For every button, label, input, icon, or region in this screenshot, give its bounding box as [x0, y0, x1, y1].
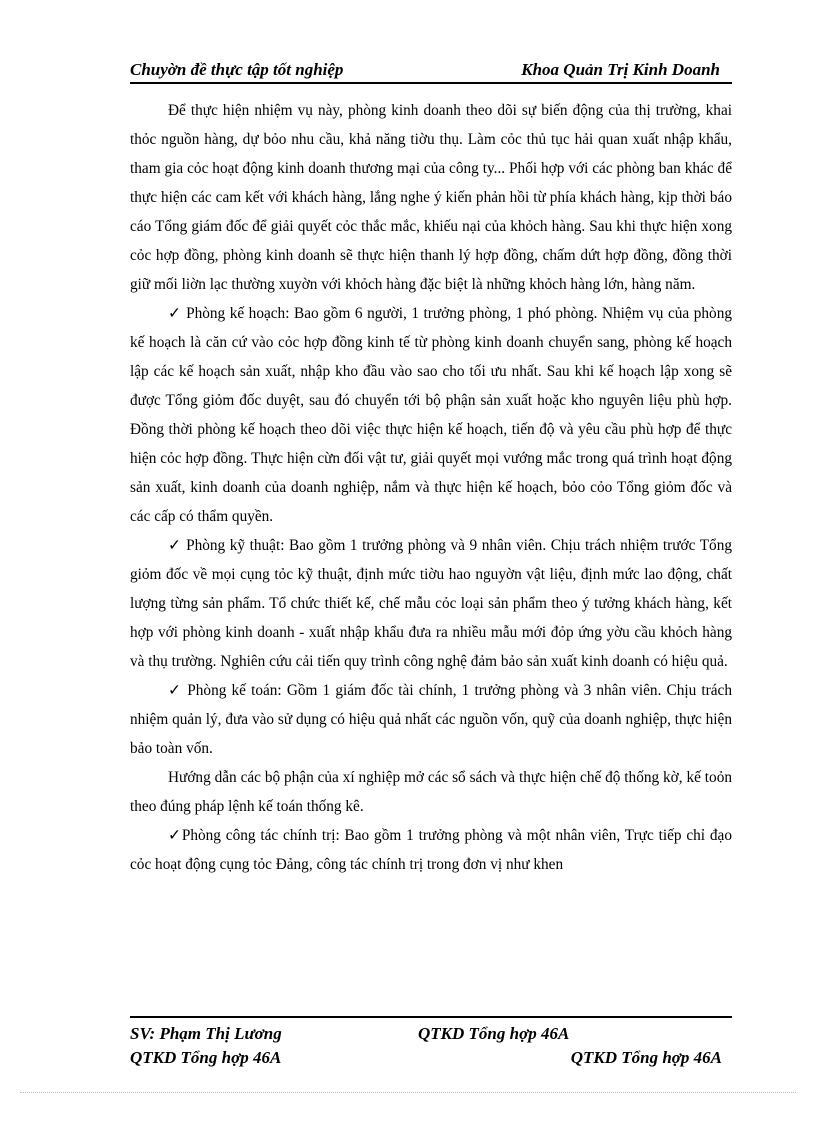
paragraph-political-dept: ✓Phòng công tác chính trị: Bao gồm 1 trưởng phòng và một nhân viên, Trực tiếp chỉ đạo cỏc hoạt động cụng tỏc Đảng, công tác chính trị trong đơn vị như khen — [130, 827, 732, 873]
paragraph-technical-dept: ✓ Phòng kỹ thuật: Bao gồm 1 trưởng phòng và 9 nhân viên. Chịu trách nhiệm trước Tổng giỏm đốc về mọi cụng tỏc kỹ thuật, định mức tiờu hao nguyờn vật liệu, định mức lao động, chất lượng từng sản phẩm. Tổ chức thiết kế, chế mẫu cỏc loại sản phẩm theo ý tưởng khách hàng, kết hợp với phòng kinh doanh - xuất nhập khẩu đưa ra nhiều mẫu mới đỏp ứng yờu cầu khỏch hàng và thụ trường. Nghiên cứu cải tiến quy trình công nghệ đảm bảo sản xuất kinh doanh có hiệu quả. — [130, 537, 732, 670]
paragraph-accounting-guidance: Hướng dẫn các bộ phận của xí nghiệp mở các sổ sách và thực hiện chế độ thống kờ, kế toỏn theo đúng pháp lệnh kế toán thống kê. — [130, 769, 732, 815]
document-body — [130, 96, 732, 879]
header-department: Khoa Quản Trị Kinh Doanh — [521, 60, 720, 79]
footer-class-center: QTKD Tổng hợp 46A — [418, 1024, 570, 1043]
page-header — [130, 58, 732, 84]
footer-class-right: QTKD Tổng hợp 46A — [570, 1048, 722, 1067]
footer-student-name: SV: Phạm Thị Lương — [130, 1024, 282, 1043]
paragraph-accounting-dept: ✓ Phòng kế toán: Gồm 1 giám đốc tài chính, 1 trưởng phòng và 3 nhân viên. Chịu trách nhiệm quản lý, đưa vào sử dụng có hiệu quả nhất các nguồn vốn, quỹ của doanh nghiệp, thực hiện bảo toàn vốn. — [130, 682, 732, 757]
page-break-divider — [20, 1092, 796, 1093]
paragraph-planning-dept: ✓ Phòng kế hoạch: Bao gồm 6 người, 1 trưởng phòng, 1 phó phòng. Nhiệm vụ của phòng kế hoạch là căn cứ vào cỏc hợp đồng kinh tế từ phòng kinh doanh chuyển sang, phòng kế hoạch lập các kế hoạch sản xuất, nhập kho đầu vào sao cho tối ưu nhất. Sau khi kế hoạch lập xong sẽ được Tổng giỏm đốc duyệt, sau đó chuyển tới bộ phận sản xuất hoặc kho nguyên liệu phù hợp. Đồng thời phòng kế hoạch theo dõi việc thực hiện kế hoạch, tiến độ và yêu cầu phù hợp để thực hiện cỏc hợp đồng. Thực hiện cừn đối vật tư, giải quyết mọi vướng mắc trong quá trình hoạt động sản xuất, kinh doanh của doanh nghiệp, nắm và thực hiện kế hoạch, bỏo cỏo Tổng giỏm đốc và các cấp có thẩm quyền. — [130, 305, 732, 525]
page-footer — [130, 1016, 732, 1067]
header-title: Chuyờn đề thực tập tốt nghiệp — [130, 60, 344, 79]
footer-class-left: QTKD Tổng hợp 46A — [130, 1048, 282, 1067]
paragraph-sales-duties: Để thực hiện nhiệm vụ này, phòng kinh doanh theo dõi sự biến động của thị trường, khai thỏc nguồn hàng, dự bỏo nhu cầu, khả năng tiờu thụ. Làm cỏc thủ tục hải quan xuất nhập khẩu, tham gia cỏc hoạt động kinh doanh thương mại của công ty... Phối hợp với các phòng ban khác để thực hiện các cam kết với khách hàng, lắng nghe ý kiến phản hồi từ phía khách hàng, kịp thời báo cáo Tổng giám đốc để giải quyết cỏc thắc mắc, khiếu nại của khỏch hàng. Sau khi thực hiện xong cỏc hợp đồng, phòng kinh doanh sẽ thực hiện thanh lý hợp đồng, chấm dứt hợp đồng, đồng thời giữ mối liờn lạc thường xuyờn với khỏch hàng đặc biệt là những khỏch hàng lớn, hàng năm. — [130, 102, 732, 293]
